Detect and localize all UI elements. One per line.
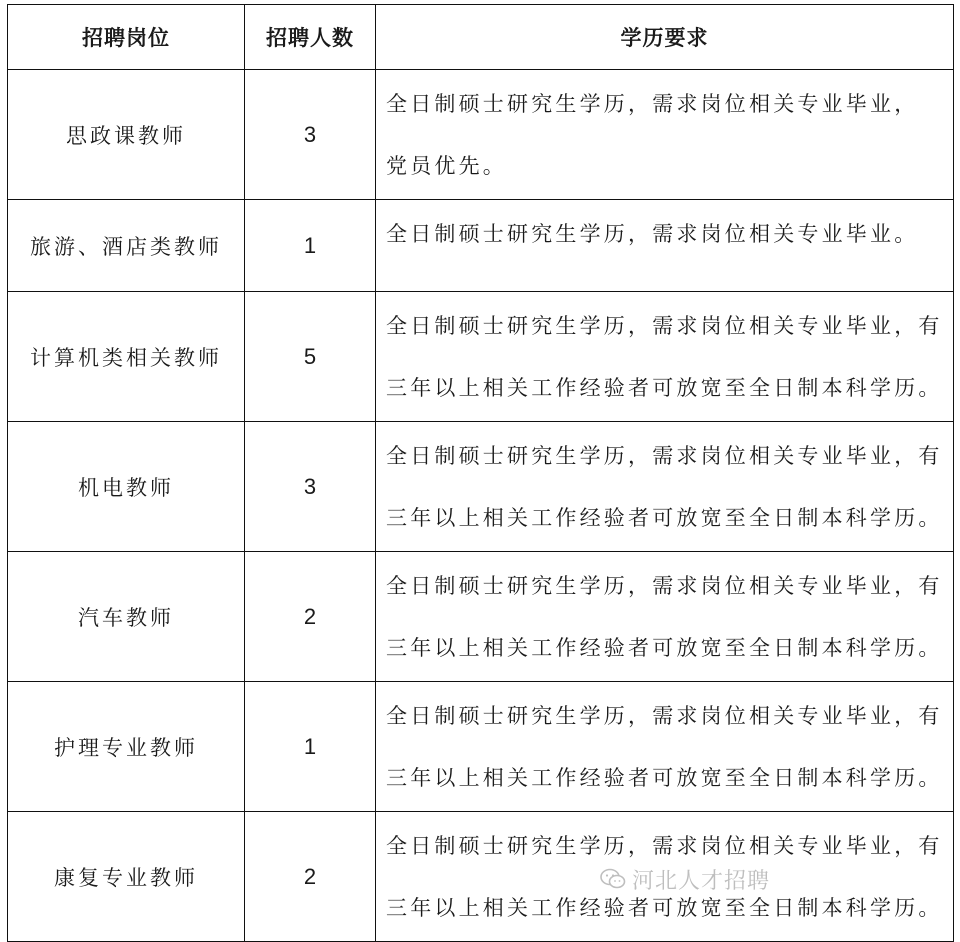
- requirement-line: 全日制硕士研究生学历，需求岗位相关专业毕业，: [386, 92, 919, 116]
- watermark: [600, 864, 770, 894]
- table-row: [8, 422, 954, 552]
- position-cell: 思政课教师: [8, 70, 245, 200]
- count-cell: 1: [245, 200, 376, 292]
- requirement-line: 全日制硕士研究生学历，需求岗位相关专业毕业，有: [386, 704, 943, 728]
- recruitment-table: [7, 4, 954, 942]
- header-position: 招聘岗位: [8, 5, 245, 70]
- requirement-line: 全日制硕士研究生学历，需求岗位相关专业毕业，有: [386, 574, 943, 598]
- requirement-cell: [376, 552, 954, 682]
- requirement-line: 三年以上相关工作经验者可放宽至全日制本科学历。: [386, 896, 943, 920]
- requirement-line: 全日制硕士研究生学历，需求岗位相关专业毕业，有: [386, 834, 943, 858]
- table-row: [8, 812, 954, 942]
- requirement-line: 三年以上相关工作经验者可放宽至全日制本科学历。: [386, 766, 943, 790]
- requirement-line: 党员优先。: [386, 154, 507, 178]
- watermark-text: 河北人才招聘: [632, 868, 771, 894]
- requirement-line: 全日制硕士研究生学历，需求岗位相关专业毕业，有: [386, 314, 943, 338]
- requirement-line: 三年以上相关工作经验者可放宽至全日制本科学历。: [386, 376, 943, 400]
- position-cell: 康复专业教师: [8, 812, 245, 942]
- table-header: [8, 5, 954, 70]
- header-requirement: 学历要求: [376, 5, 954, 70]
- table-row: [8, 682, 954, 812]
- requirement-cell: [376, 422, 954, 552]
- position-cell: 汽车教师: [8, 552, 245, 682]
- position-cell: 旅游、酒店类教师: [8, 200, 245, 292]
- count-cell: 2: [245, 812, 376, 942]
- requirement-cell: [376, 682, 954, 812]
- count-cell: 1: [245, 682, 376, 812]
- position-cell: 机电教师: [8, 422, 245, 552]
- requirement-cell: [376, 292, 954, 422]
- count-cell: 2: [245, 552, 376, 682]
- position-cell: 护理专业教师: [8, 682, 245, 812]
- requirement-cell: [376, 70, 954, 200]
- count-cell: 3: [245, 70, 376, 200]
- count-cell: 3: [245, 422, 376, 552]
- table-row: [8, 200, 954, 292]
- table-body: [8, 70, 954, 942]
- table-row: [8, 292, 954, 422]
- requirement-line: 全日制硕士研究生学历，需求岗位相关专业毕业。: [386, 222, 919, 246]
- requirement-cell: [376, 200, 954, 292]
- wechat-icon: [600, 868, 626, 890]
- requirement-line: 三年以上相关工作经验者可放宽至全日制本科学历。: [386, 636, 943, 660]
- table-row: [8, 552, 954, 682]
- requirement-line: 三年以上相关工作经验者可放宽至全日制本科学历。: [386, 506, 943, 530]
- requirement-line: 全日制硕士研究生学历，需求岗位相关专业毕业，有: [386, 444, 943, 468]
- count-cell: 5: [245, 292, 376, 422]
- position-cell: 计算机类相关教师: [8, 292, 245, 422]
- header-row: [8, 5, 954, 70]
- table-row: [8, 70, 954, 200]
- header-count: 招聘人数: [245, 5, 376, 70]
